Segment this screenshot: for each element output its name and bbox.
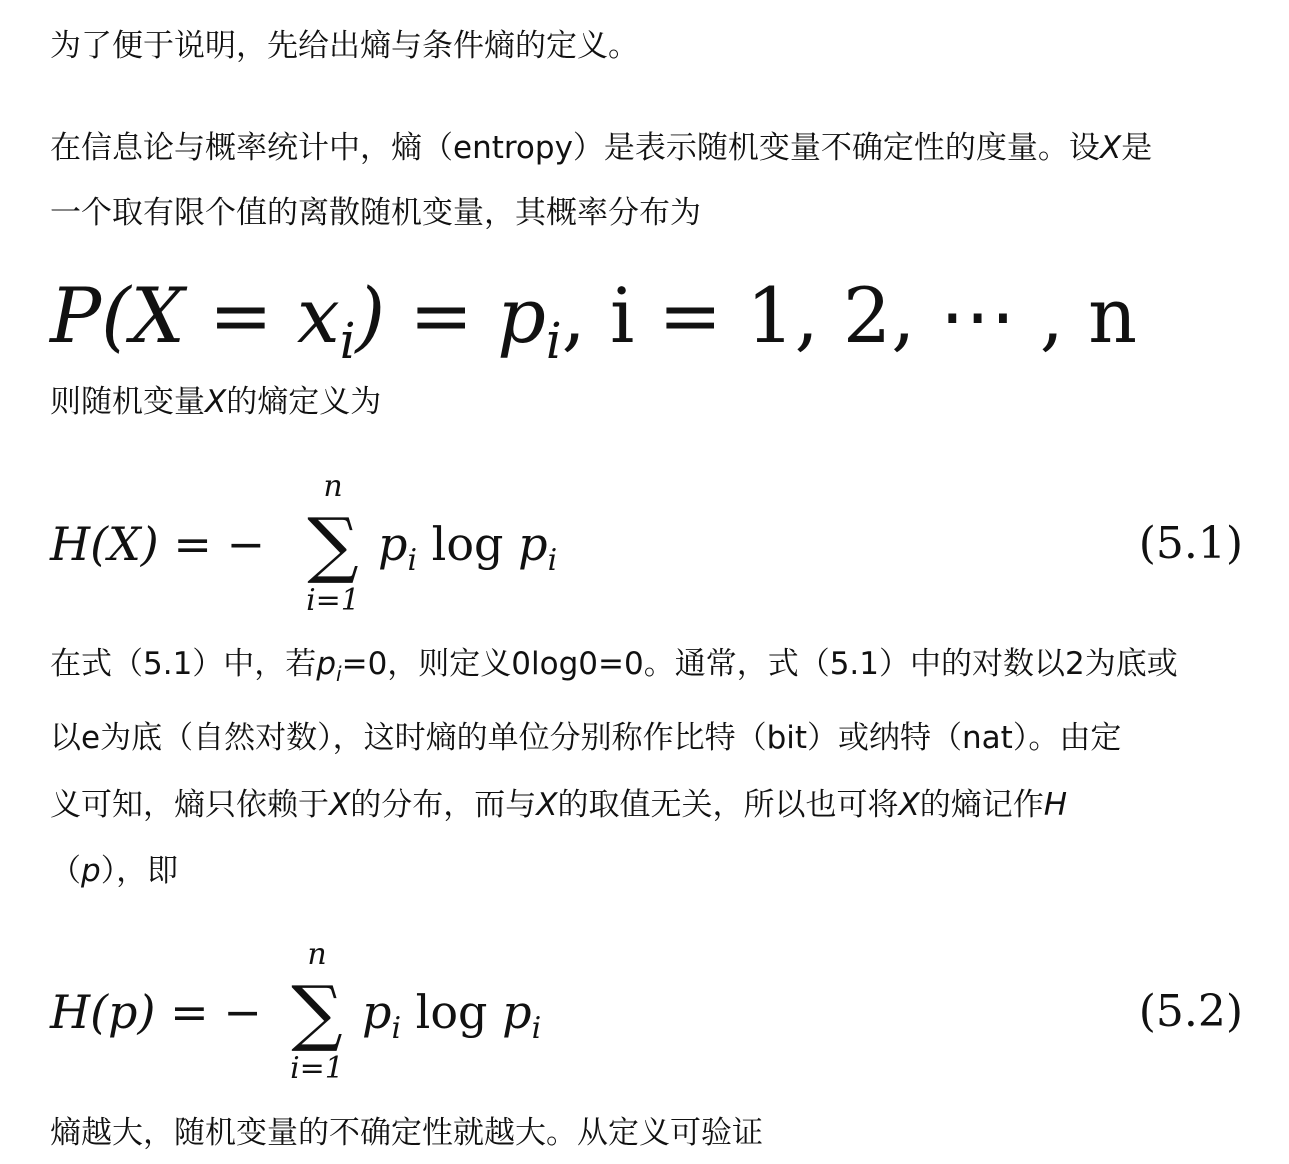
- text: i: [336, 662, 342, 687]
- text: p: [378, 517, 408, 571]
- text: p: [316, 646, 336, 682]
- text: ），即: [100, 853, 179, 889]
- entropy-definition-intro: [50, 382, 381, 422]
- text: p: [518, 517, 548, 571]
- text: 则随机变量: [50, 384, 205, 420]
- text: ) = p: [355, 271, 546, 360]
- text: 义可知，熵只依赖于: [50, 787, 329, 823]
- text: 是: [1121, 130, 1153, 166]
- text: H(p) = −: [50, 985, 262, 1039]
- text: i: [391, 1011, 402, 1047]
- entropy-intro-line-2: 一个取有限个值的离散随机变量，其概率分布为: [50, 195, 701, 231]
- text: 的熵定义为: [226, 384, 382, 420]
- intro-paragraph: 为了便于说明，先给出熵与条件熵的定义。: [50, 28, 639, 64]
- text: p: [502, 985, 532, 1039]
- entropy-note-line-1: [50, 644, 1178, 694]
- text: H: [1043, 787, 1068, 823]
- sum-lower-limit: i=1: [306, 583, 360, 618]
- text: i: [407, 543, 418, 579]
- eq2-body: [362, 982, 541, 1059]
- entropy-note-line-4: [50, 851, 178, 891]
- text: （: [50, 853, 81, 889]
- text: P(X = x: [50, 271, 340, 360]
- text: log: [401, 985, 503, 1039]
- eq1-lhs: [50, 514, 265, 574]
- text: i: [545, 312, 562, 371]
- text: p: [81, 853, 101, 889]
- text: 的分布，而与: [350, 787, 537, 823]
- sum-lower-limit: i=1: [290, 1051, 344, 1086]
- entropy-intro-line-1: [50, 128, 1152, 168]
- eq2-summation: [276, 938, 358, 1086]
- text: 在信息论与概率统计中，熵（entropy）是表示随机变量不确定性的度量。设: [50, 130, 1100, 166]
- sum-upper-limit: n: [307, 937, 327, 972]
- entropy-note-line-2: 以e为底（自然对数），这时熵的单位分别称作比特（bit）或纳特（nat）。由定: [50, 720, 1122, 756]
- sigma-symbol: ∑: [307, 502, 359, 586]
- entropy-conclusion: 熵越大，随机变量的不确定性就越大。从定义可验证: [50, 1115, 763, 1151]
- eq1-summation: [292, 470, 374, 618]
- sigma-symbol: ∑: [291, 970, 343, 1054]
- entropy-note-line-3: [50, 785, 1067, 825]
- text: X: [536, 787, 558, 823]
- text: i: [531, 1011, 542, 1047]
- var-x: X: [205, 384, 227, 420]
- text: i: [339, 312, 356, 371]
- text: X: [898, 787, 920, 823]
- text: , i = 1, 2, ⋯ , n: [561, 271, 1138, 360]
- text: log: [417, 517, 519, 571]
- equation-number-5-2: (5.2): [1138, 986, 1243, 1037]
- text: H(X) = −: [50, 517, 266, 571]
- eq2-lhs: [50, 982, 262, 1042]
- text: 的取值无关，所以也可将: [557, 787, 899, 823]
- text: 在式（5.1）中，若: [50, 646, 317, 682]
- text: X: [329, 787, 351, 823]
- text: i: [547, 543, 558, 579]
- eq1-body: [378, 514, 557, 591]
- equation-number-5-1: (5.1): [1138, 518, 1243, 569]
- text: 的熵记作: [919, 787, 1044, 823]
- var-x: X: [1099, 130, 1122, 166]
- text: p: [362, 985, 392, 1039]
- sum-upper-limit: n: [323, 469, 343, 504]
- text: =0，则定义0log0=0。通常，式（5.1）中的对数以2为底或: [341, 646, 1178, 682]
- probability-distribution-equation: [50, 268, 1137, 389]
